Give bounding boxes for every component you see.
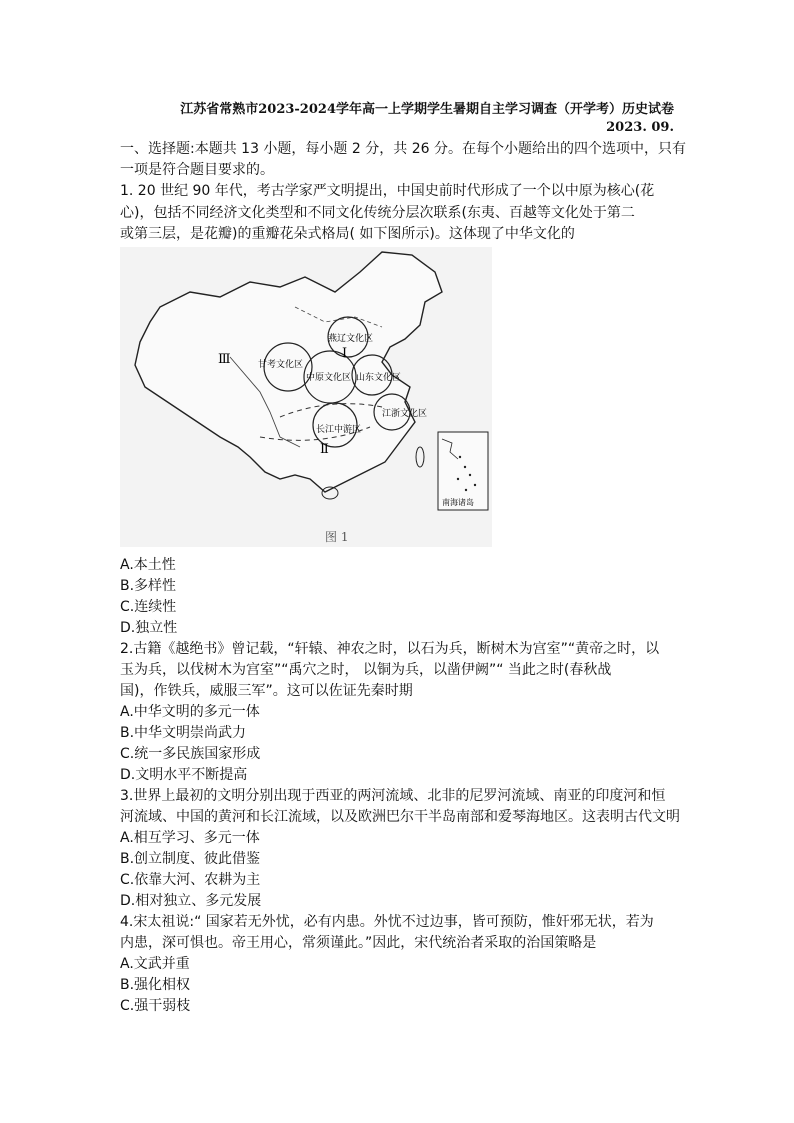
q1-stem-line3: 或第三层，是花瓣)的重瓣花朵式格局( 如下图所示)。这体现了中华文化的 <box>120 226 575 242</box>
section-instruction-line1: 一、选择题:本题共 13 小题，每小题 2 分，共 26 分。在每个小题给出的四个选项中，只有 <box>120 141 686 157</box>
q2-stem-line1: 2.古籍《越绝书》曾记载，“轩辕、神农之时，以石为兵，断树木为宫室”“黄帝之时，以 <box>120 641 660 657</box>
yan-label: 燕辽文化区 <box>328 334 374 344</box>
q3-option-a[interactable]: A.相互学习、多元一体 <box>120 830 260 846</box>
jiang-label: 江浙文化区 <box>382 409 428 419</box>
q1-option-b[interactable]: B.多样性 <box>120 578 177 594</box>
q2-option-d[interactable]: D.文明水平不断提高 <box>120 767 248 783</box>
q4-option-b[interactable]: B.强化相权 <box>120 977 191 993</box>
q2-option-b[interactable]: B.中华文明崇尚武力 <box>120 725 247 741</box>
q3-stem-line1: 3.世界上最初的文明分别出现于西亚的两河流域、北非的尼罗河流域、南亚的印度河和恒 <box>120 788 666 804</box>
exam-title: 江苏省常熟市2023-2024学年高一上学期学生暑期自主学习调查（开学考）历史试卷 <box>180 102 674 117</box>
q4-stem-line2: 内患，深可惧也。帝王用心，常须谨此。”因此，宋代统治者采取的治国策略是 <box>120 935 597 951</box>
zhong-label: 中原文化区 <box>306 373 352 383</box>
q2-option-c[interactable]: C.统一多民族国家形成 <box>120 746 261 762</box>
q1-stem-line2: 心)，包括不同经济文化类型和不同文化传统分层次联系(东夷、百越等文化处于第二 <box>120 205 635 221</box>
q1-option-c[interactable]: C.连续性 <box>120 599 177 615</box>
q3-option-c[interactable]: C.依靠大河、农耕为主 <box>120 872 261 888</box>
layer-ii-label: Ⅱ <box>320 442 329 457</box>
figure-caption: 图 1 <box>325 530 349 544</box>
q1-option-a[interactable]: A.本土性 <box>120 557 176 573</box>
gan-label: 甘考文化区 <box>258 360 304 370</box>
q3-option-b[interactable]: B.创立制度、彼此借鉴 <box>120 851 261 867</box>
q2-option-a[interactable]: A.中华文明的多元一体 <box>120 704 260 720</box>
q4-option-c[interactable]: C.强干弱枝 <box>120 998 191 1014</box>
q4-option-a[interactable]: A.文武并重 <box>120 956 190 972</box>
exam-date: 2023. 09. <box>606 120 674 135</box>
q1-stem-line1: 1. 20 世纪 90 年代，考古学家严文明提出，中国史前时代形成了一个以中原为核心(花 <box>120 183 655 199</box>
section-instruction-line2: 一项是符合题目要求的。 <box>120 162 274 178</box>
chang-label: 长江中游区 <box>316 425 362 435</box>
q1-option-d[interactable]: D.独立性 <box>120 620 178 636</box>
inset-label: 南海诸岛 <box>442 498 474 507</box>
q3-stem-line2: 河流域、中国的黄河和长江流域，以及欧洲巴尔干半岛南部和爱琴海地区。这表明古代文明 <box>120 809 680 825</box>
layer-iii-label: Ⅲ <box>218 352 231 367</box>
china-culture-map <box>120 247 492 547</box>
layer-i-label: Ⅰ <box>342 346 348 361</box>
q4-stem-line1: 4.宋太祖说:“ 国家若无外忧，必有内患。外忧不过边事，皆可预防，惟奸邪无状，若为 <box>120 914 654 930</box>
q2-stem-line2: 玉为兵，以伐树木为宫室”“禹穴之时， 以铜为兵，以凿伊阙”“ 当此之时(春秋战 <box>120 662 612 678</box>
shan-label: 山东文化区 <box>356 373 402 383</box>
q3-option-d[interactable]: D.相对独立、多元发展 <box>120 893 262 909</box>
q2-stem-line3: 国)，作铁兵，威服三军”。这可以佐证先秦时期 <box>120 683 413 699</box>
